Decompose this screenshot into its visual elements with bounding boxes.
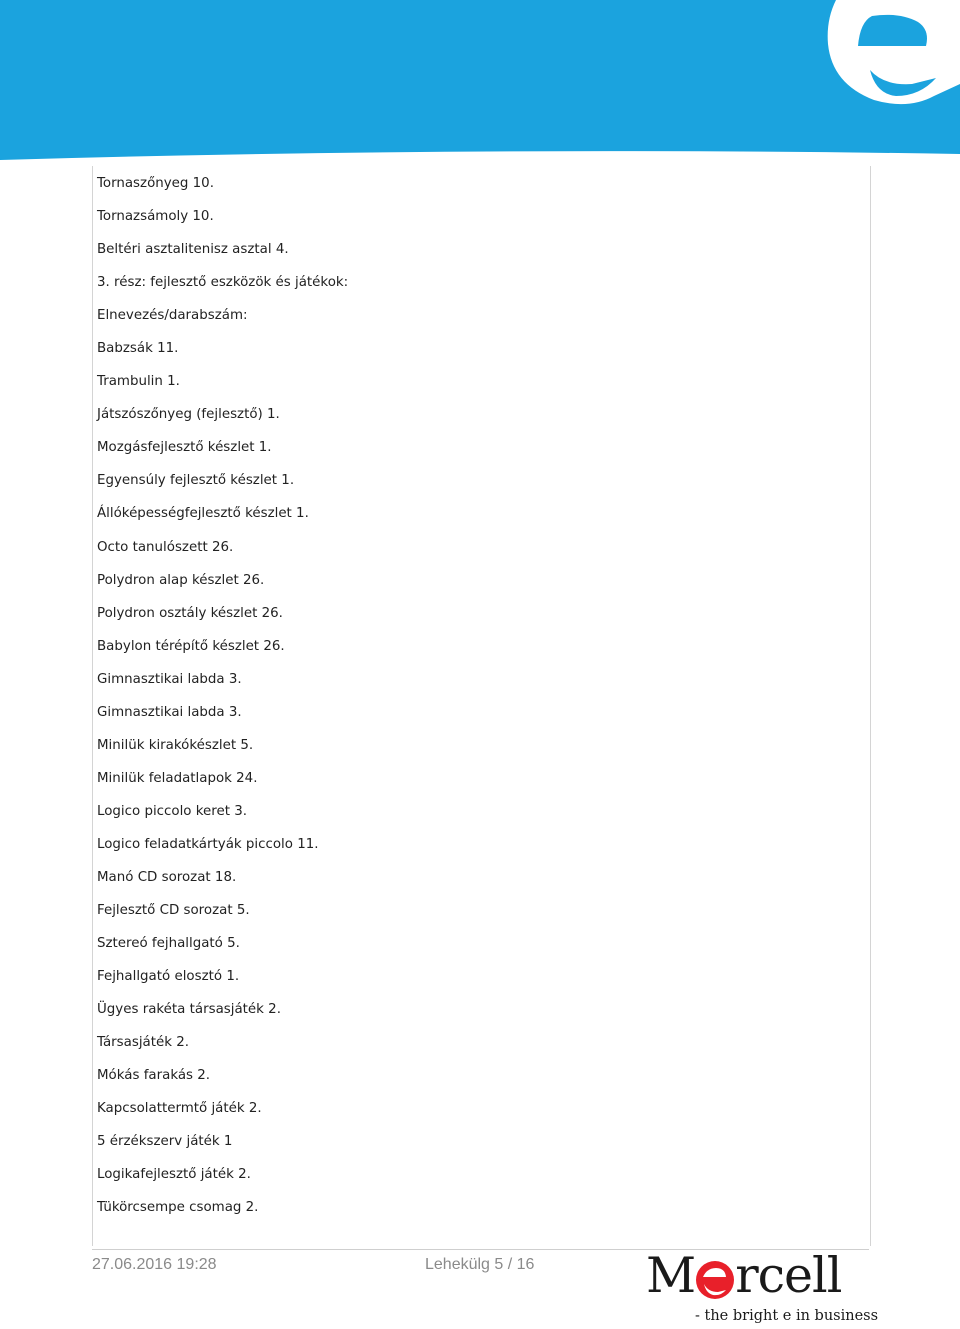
list-item: Tükörcsempe csomag 2.: [97, 1200, 259, 1216]
list-item: Trambulin 1.: [97, 374, 180, 390]
list-item: Játszószőnyeg (fejlesztő) 1.: [97, 407, 280, 423]
list-item: Logico feladatkártyák piccolo 11.: [97, 836, 319, 852]
list-item: Octo tanulószett 26.: [97, 539, 234, 555]
company-logo: [640, 1247, 879, 1326]
header-banner: [0, 0, 960, 160]
list-item: Mókás farakás 2.: [97, 1068, 211, 1084]
list-item: Fejlesztő CD sorozat 5.: [97, 903, 250, 919]
list-item: 3. rész: fejlesztő eszközök és játékok:: [97, 275, 349, 291]
list-item: Ügyes rakéta társasjáték 2.: [97, 1002, 281, 1018]
equipment-list: [97, 172, 348, 1230]
list-item: Tornaszőnyeg 10.: [97, 176, 214, 191]
logo-word-start: M: [646, 1247, 696, 1304]
list-item: Egyensúly fejlesztő készlet 1.: [97, 473, 295, 489]
list-item: Minilük kirakókészlet 5.: [97, 737, 254, 753]
footer-timestamp: 27.06.2016 19:28: [92, 1256, 217, 1273]
list-item: Gimnasztikai labda 3.: [97, 671, 242, 687]
list-item: Polydron alap készlet 26.: [97, 572, 265, 588]
list-item: Beltéri asztalitenisz asztal 4.: [97, 242, 289, 258]
list-item: Elnevezés/darabszám:: [97, 308, 248, 324]
list-item: Mozgásfejlesztő készlet 1.: [97, 440, 272, 456]
list-item: Manó CD sorozat 18.: [97, 869, 237, 885]
list-item: Minilük feladatlapok 24.: [97, 770, 258, 786]
logo-tagline: - the bright e in business: [695, 1308, 879, 1324]
list-item: Kapcsolattermtő játék 2.: [97, 1101, 262, 1117]
logo-word-end: rcell: [735, 1247, 842, 1304]
list-item: Gimnasztikai labda 3.: [97, 704, 242, 720]
list-item: Tornazsámoly 10.: [97, 209, 214, 225]
list-item: Polydron osztály készlet 26.: [97, 605, 283, 621]
list-item: Sztereó fejhallgató 5.: [97, 936, 240, 952]
footer-page-number: Lehekülg 5 / 16: [425, 1256, 535, 1273]
list-item: Társasjáték 2.: [97, 1035, 190, 1051]
list-item: Logikafejlesztő játék 2.: [97, 1167, 251, 1183]
logo-wordmark: [646, 1247, 842, 1304]
list-item: Babzsák 11.: [97, 341, 179, 357]
list-item: Babylon térépítő készlet 26.: [97, 638, 285, 654]
list-item: 5 érzékszerv játék 1: [97, 1134, 233, 1150]
list-item: Logico piccolo keret 3.: [97, 803, 248, 819]
list-item: Fejhallgató elosztó 1.: [97, 969, 240, 985]
list-item: Állóképességfejlesztő készlet 1.: [97, 506, 309, 522]
logo-e-icon: [695, 1250, 735, 1302]
